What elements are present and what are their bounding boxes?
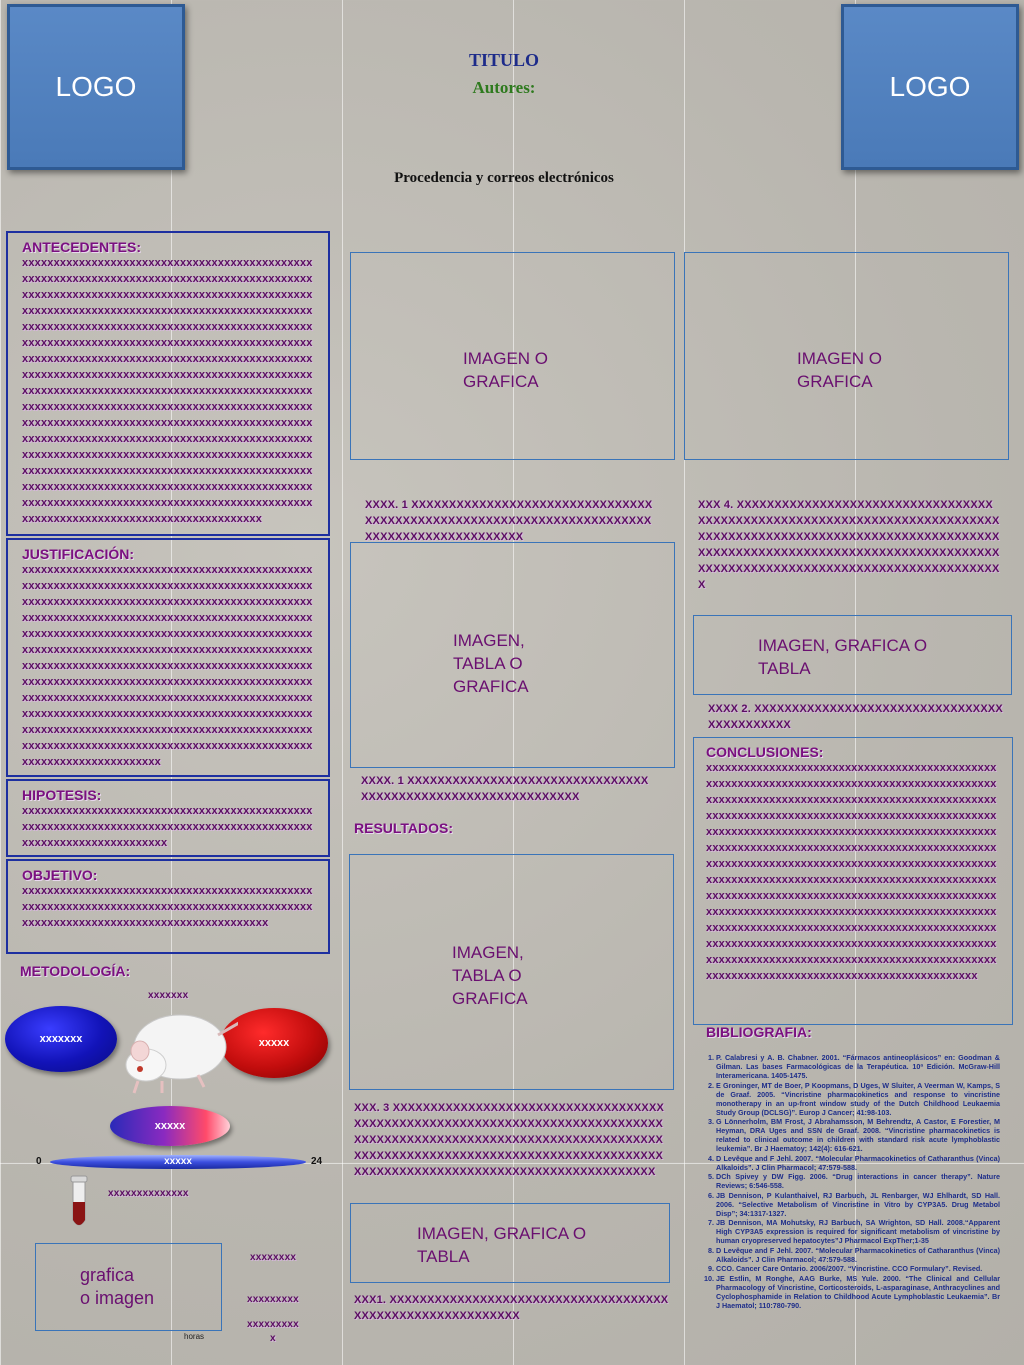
poster-title: TITULO bbox=[468, 50, 540, 70]
objetivo-text: xxxxxxxxxxxxxxxxxxxxxxxxxxxxxxxxxxxxxxxxxxxxxxxxxxxxxxxxxxxxxxxxxxxxxxxxxxxxxxxxxxxxxxxxxxxxxxxxxxxxxxxxxxxxxxxxxxxxxxxxxxxxxxxxxxx bbox=[22, 885, 313, 929]
middle-caption-4: XXX1. XXXXXXXXXXXXXXXXXXXXXXXXXXXXXXXXXXXXXXXXXXXXXXXXXXXXXXXXXXX bbox=[354, 1294, 669, 1322]
bibliography-list bbox=[700, 1053, 1000, 1310]
arrow-label: xxxxx bbox=[164, 1156, 192, 1167]
blue-ellipse-label: xxxxxxx bbox=[39, 1033, 83, 1045]
right-image-1-label: IMAGEN O GRAFICA bbox=[797, 349, 883, 391]
gradient-ellipse-label: xxxxx bbox=[154, 1120, 186, 1132]
right-image-2 bbox=[693, 615, 1012, 695]
logo-left: LOGO bbox=[7, 4, 185, 170]
side-label-3: xxxxxxxxx x bbox=[247, 1319, 299, 1344]
graph-placeholder-label: grafica o imagen bbox=[80, 1265, 155, 1308]
affiliation: Procedencia y correos electrónicos bbox=[394, 170, 614, 186]
right-caption-2: XXXX 2. XXXXXXXXXXXXXXXXXXXXXXXXXXXXXXXXXXXXXXXXXXXX bbox=[708, 703, 1003, 731]
test-tube-icon bbox=[68, 1174, 92, 1232]
gradient-ellipse bbox=[110, 1106, 230, 1146]
metodologia-heading: METODOLOGÍA: bbox=[20, 963, 131, 979]
logo-right: LOGO bbox=[841, 4, 1019, 170]
side-label-1: xxxxxxxx bbox=[250, 1252, 297, 1263]
bibliography-item: 5. DCh Spivey y DW Figg. 2006. “Drug interactions in cancer therapy”. Nature Reviews; 6:546-558. bbox=[716, 1172, 1000, 1190]
red-ellipse-label: xxxxx bbox=[258, 1037, 290, 1049]
bibliography-item: 4. D Levêque and F Jehl. 2007. “Molecular Pharmacokinetics of Catharanthus (Vinca) Alkaloids”. J Clin Pharmacol; 47:579-588. bbox=[716, 1154, 1000, 1172]
bibliography-item: 8. D Levêque and F Jehl. 2007. “Molecular Pharmacokinetics of Catharanthus (Vinca) Alkaloids”. J Clin Pharmacol; 47:579-588. bbox=[716, 1246, 1000, 1264]
antecedentes-text: xxxxxxxxxxxxxxxxxxxxxxxxxxxxxxxxxxxxxxxxxxxxxxxxxxxxxxxxxxxxxxxxxxxxxxxxxxxxxxxxxxxxxxxxxxxxxxxxxxxxxxxxxxxxxxxxxxxxxxxxxxxxxxxxxxxxxxxxxxxxxxxxxxxxxxxxxxxxxxxxxxxxxxxxxxxxxxxxxxxxxxxxxxxxxxxxxxxxxxxxxxxxxxxxxxxxxxxxxxxxxxxxxxxxxxxxxxxxxxxxxxxxxxxxxxxxxxxxxxxxxxxxxxxxxxxxxxxxxxxxxxxxxxxxxxxxxxxxxxxxxxxxxxxxxxxxxxxxxxxxxxxxxxxxxxxxxxxxxxxxxxxxxxxxxxxxxxxxxxxxxxxxxxxxxxxxxxxxxxxxxxxxxxxxxxxxxxxxxxxxxxxxxxxxxxxxxxxxxxxxxxxxxxxxxxxxxxxxxxxxxxxxxxxxxxxxxxxxxxxxxxxxxxxxxxxxxxxxxxxxxxxxxxxxxxxxxxxxxxxxxxxxxxxxxxxxxxxxxxxxxxxxxxxxxxxxxxxxxxxxxxxxxxxxxxxxxxxxxxxxxxxxxxxxxxxxxxxxxxxxxxxxxxxxxxxxxxxxxxxxxxxxxxxxxxxxxxxxxxxxxxxxxxxxxxxxxxxxxxxxxxxxxxxxxxxxxxxxxxxxxxxxxxxxxxxxxxxxxxxxxxxxxxxxxxxxxxxxxxxxxxxxxxxxxxxxxxxxxxxxxxxxxxxxxxxxxxxxxxxxxxxxxxxxxxxxxxxxxxxxxxxxxxxxxxxxxx bbox=[22, 257, 313, 525]
diagram-top-label: xxxxxxx bbox=[148, 990, 189, 1001]
bibliography-item: 6. JB Dennison, P Kulanthaivel, RJ Barbuch, JL Renbarger, WJ Ehlhardt, SD Hall. 2006. “Selective Metabolism of Vincristine in Vitro by CYP3A5. Drug Metabol Disp”; 34:1317-1327. bbox=[716, 1191, 1000, 1218]
justificacion-section bbox=[6, 538, 330, 777]
resultados-heading: RESULTADOS: bbox=[354, 820, 454, 836]
bibliography-item: 2. E Groninger, MT de Boer, P Koopmans, D Uges, W Sluiter, A Veerman W, Kamps, S de Graaf. 2005. “Vincristine pharmacokinetics and response to vincristine monotherapy in an up-front window study of the Dutch Childhood Leukaemia Study Group (DCLSG)”. Europ J Cancer; 41:98-103. bbox=[716, 1081, 1000, 1117]
right-caption-1: XXX 4. XXXXXXXXXXXXXXXXXXXXXXXXXXXXXXXXXXXXXXXXXXXXXXXXXXXXXXXXXXXXXXXXXXXXXXXXXXXXXXXXXXXXXXXXXXXXXXXXXXXXXXXXXXXXXXXXXXXXXXXXXXXXXXXXXXXXXXXXXXXXXXXXXXXXXXXXXXXXXXXXXXXXXXXXXXXXXXXXXXXXXXXXXXXXXXXXXXX bbox=[698, 499, 1000, 591]
middle-image-4 bbox=[350, 1203, 670, 1283]
bibliography-item: 10. JE Estlin, M Ronghe, AAG Burke, MS Yule. 2000. “The Clinical and Cellular Pharmacology of Vincristine, Corticosteroids, L-asparaginase, Anthracyclines and Cyclophosphamide in Relation to Childhood Acute Lymphoblastic Leukaemia”. Br J Haematol; 110:780-790. bbox=[716, 1274, 1000, 1310]
justificacion-heading: JUSTIFICACIÓN: bbox=[22, 546, 134, 562]
middle-caption-3: XXX. 3 XXXXXXXXXXXXXXXXXXXXXXXXXXXXXXXXXXXXXXXXXXXXXXXXXXXXXXXXXXXXXXXXXXXXXXXXXXXXXXXXXXXXXXXXXXXXXXXXXXXXXXXXXXXXXXXXXXXXXXXXXXXXXXXXXXXXXXXXXXXXXXXXXXXXXXXXXXXXXXXXXXXXXXXXXXXXXXXXXXXXXXXXXXXXXXXXXXXXXXX bbox=[354, 1102, 665, 1178]
bibliography-item: 1. P. Calabresi y A. B. Chabner. 2001. “Fármacos antineoplásicos” en: Goodman & Gilman. Las bases Farmacológicas de la Terapéutica. 10ª Edición. McGraw-Hill Interamericana. 1405-1475. bbox=[716, 1053, 1000, 1080]
conclusiones-section bbox=[693, 737, 1013, 1025]
blue-ellipse bbox=[5, 1006, 117, 1072]
authors: Autores: bbox=[472, 78, 536, 97]
conclusiones-text: xxxxxxxxxxxxxxxxxxxxxxxxxxxxxxxxxxxxxxxxxxxxxxxxxxxxxxxxxxxxxxxxxxxxxxxxxxxxxxxxxxxxxxxxxxxxxxxxxxxxxxxxxxxxxxxxxxxxxxxxxxxxxxxxxxxxxxxxxxxxxxxxxxxxxxxxxxxxxxxxxxxxxxxxxxxxxxxxxxxxxxxxxxxxxxxxxxxxxxxxxxxxxxxxxxxxxxxxxxxxxxxxxxxxxxxxxxxxxxxxxxxxxxxxxxxxxxxxxxxxxxxxxxxxxxxxxxxxxxxxxxxxxxxxxxxxxxxxxxxxxxxxxxxxxxxxxxxxxxxxxxxxxxxxxxxxxxxxxxxxxxxxxxxxxxxxxxxxxxxxxxxxxxxxxxxxxxxxxxxxxxxxxxxxxxxxxxxxxxxxxxxxxxxxxxxxxxxxxxxxxxxxxxxxxxxxxxxxxxxxxxxxxxxxxxxxxxxxxxxxxxxxxxxxxxxxxxxxxxxxxxxxxxxxxxxxxxxxxxxxxxxxxxxxxxxxxxxxxxxxxxxxxxxxxxxxxxxxxxxxxxxxxxxxxxxxxxxxxxxxxxxxxxxxxxxxxxxxxxxxxxxxxxxxxxxxxxxxxxxxxxxxxxxxxxxxxxxxxxxxxxxxxxxxxxxxxxxxxxxxx bbox=[706, 762, 997, 982]
mouse-icon bbox=[118, 995, 238, 1105]
middle-image-1 bbox=[350, 252, 675, 460]
middle-image-4-label: IMAGEN, GRAFICA O TABLA bbox=[417, 1224, 587, 1266]
objetivo-section bbox=[6, 859, 330, 954]
hipotesis-text: xxxxxxxxxxxxxxxxxxxxxxxxxxxxxxxxxxxxxxxxxxxxxxxxxxxxxxxxxxxxxxxxxxxxxxxxxxxxxxxxxxxxxxxxxxxxxxxxxxxxxxxxxxxxxxxxxxx bbox=[22, 805, 313, 849]
middle-caption-2: XXXX. 1 XXXXXXXXXXXXXXXXXXXXXXXXXXXXXXXXXXXXXXXXXXXXXXXXXXXXXXXXXXXXX bbox=[361, 775, 649, 803]
axis-label: horas bbox=[184, 1332, 205, 1341]
right-image-1 bbox=[684, 252, 1009, 460]
graph-placeholder bbox=[35, 1243, 222, 1331]
antecedentes-section bbox=[6, 231, 330, 536]
tube-label: xxxxxxxxxxxxxx bbox=[108, 1188, 189, 1199]
justificacion-text: xxxxxxxxxxxxxxxxxxxxxxxxxxxxxxxxxxxxxxxxxxxxxxxxxxxxxxxxxxxxxxxxxxxxxxxxxxxxxxxxxxxxxxxxxxxxxxxxxxxxxxxxxxxxxxxxxxxxxxxxxxxxxxxxxxxxxxxxxxxxxxxxxxxxxxxxxxxxxxxxxxxxxxxxxxxxxxxxxxxxxxxxxxxxxxxxxxxxxxxxxxxxxxxxxxxxxxxxxxxxxxxxxxxxxxxxxxxxxxxxxxxxxxxxxxxxxxxxxxxxxxxxxxxxxxxxxxxxxxxxxxxxxxxxxxxxxxxxxxxxxxxxxxxxxxxxxxxxxxxxxxxxxxxxxxxxxxxxxxxxxxxxxxxxxxxxxxxxxxxxxxxxxxxxxxxxxxxxxxxxxxxxxxxxxxxxxxxxxxxxxxxxxxxxxxxxxxxxxxxxxxxxxxxxxxxxxxxxxxxxxxxxxxxxxxxxxxxxxxxxxxxxxxxxxxxxxxxxxxxxxxxxxxxxxxxxxxxxxxxxxxxxxxxxxxxxxxxxxxxxxxxxxxxxxxxxxxxxxxxxxxxxxxxxxxxxxxxxxxxxxxxxxxxxxxxxxx bbox=[22, 564, 313, 768]
bibliography-item: 3. G Lönnerholm, BM Frost, J Abrahamsson, M Behrendtz, A Castor, E Forestier, M Heyman, DRA Uges and SSN de Graaf. 2008. “Vincristine pharmacokinetics is related to clinical outcome in children with standard risk acute lymphoblastic leukemia”. Br J Haematoy; 142(4): 616-621. bbox=[716, 1117, 1000, 1153]
conclusiones-heading: CONCLUSIONES: bbox=[706, 744, 824, 760]
bibliografia-heading: BIBLIOGRAFIA: bbox=[706, 1024, 812, 1040]
antecedentes-heading: ANTECEDENTES: bbox=[22, 239, 142, 255]
arrow-end-label: 24 bbox=[311, 1156, 323, 1167]
arrow-start-label: 0 bbox=[36, 1156, 42, 1167]
middle-image-2-label: IMAGEN, TABLA O GRAFICA bbox=[453, 631, 529, 696]
right-image-2-label: IMAGEN, GRAFICA O TABLA bbox=[758, 636, 928, 678]
middle-image-1-label: IMAGEN O GRAFICA bbox=[463, 349, 549, 391]
time-arrow bbox=[50, 1155, 306, 1169]
middle-image-3-label: IMAGEN, TABLA O GRAFICA bbox=[452, 943, 528, 1008]
side-label-2: xxxxxxxxx bbox=[247, 1294, 299, 1305]
middle-caption-1: XXXX. 1 XXXXXXXXXXXXXXXXXXXXXXXXXXXXXXXXXXXXXXXXXXXXXXXXXXXXXXXXXXXXXXXXXXXXXXXXXXXXXXXXXXXXXXXXXXX bbox=[365, 499, 653, 543]
hipotesis-heading: HIPOTESIS: bbox=[22, 787, 102, 803]
middle-image-2 bbox=[350, 542, 675, 768]
objetivo-heading: OBJETIVO: bbox=[22, 867, 98, 883]
middle-image-3 bbox=[349, 854, 674, 1090]
hipotesis-section bbox=[6, 779, 330, 857]
bibliography-item: 9. CCO. Cancer Care Ontario. 2006/2007. “Vincristine. CCO Formulary”. Revised. bbox=[716, 1264, 1000, 1273]
bibliography-item: 7. JB Dennison, MA Mohutsky, RJ Barbuch, SA Wrighton, SD Hall. 2008.“Apparent High CYP3A5 expression is required for significant metabolism of vincristine by human cryopreserved hepatocytes”J Pharmacol ExpTher;1-35 bbox=[716, 1218, 1000, 1245]
